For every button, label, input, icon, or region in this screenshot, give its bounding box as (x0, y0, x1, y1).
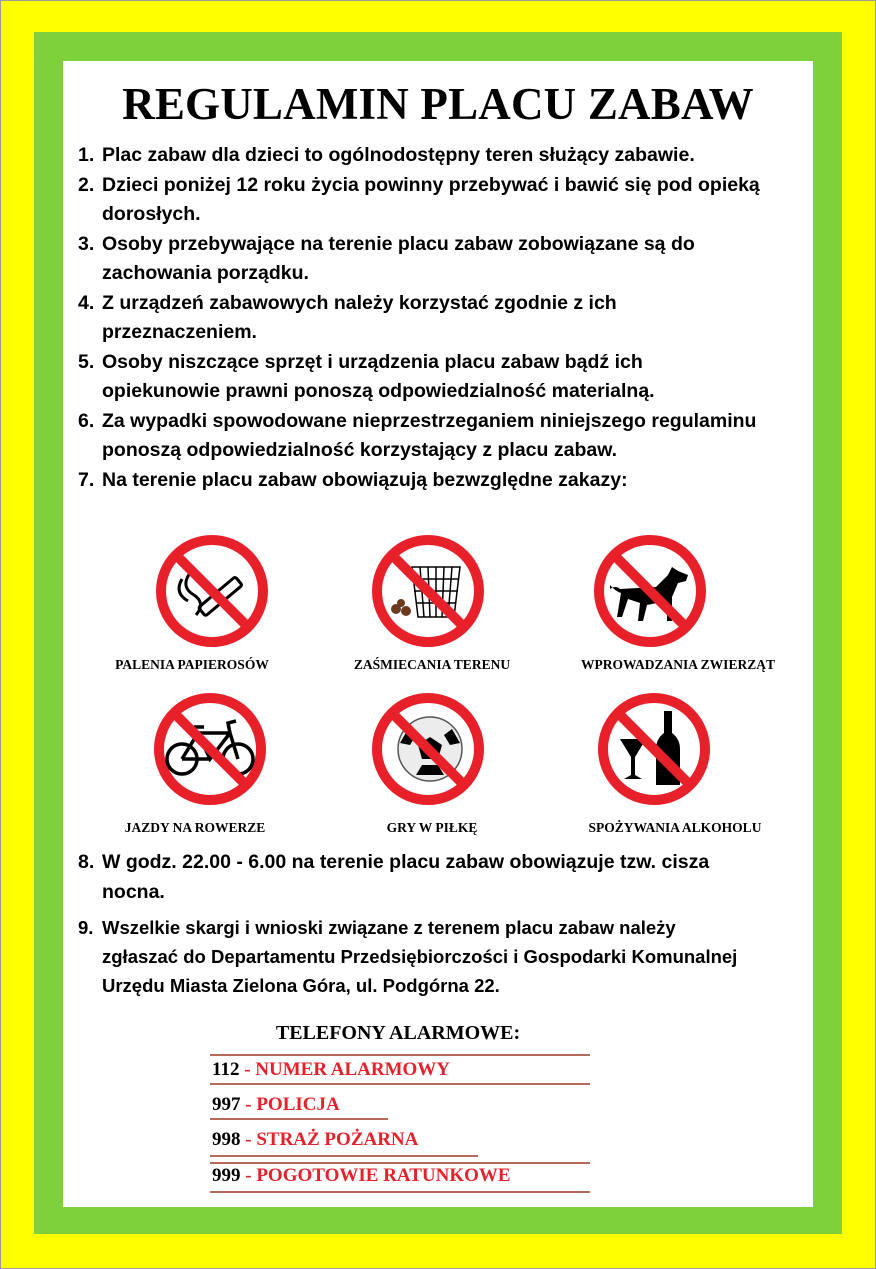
rule-text: Osoby niszczące sprzęt i urządzenia placu zabaw bądź ich opiekunowie prawni ponoszą odpowiedzialność materialną. (102, 350, 655, 402)
phone-row (212, 1059, 450, 1081)
rule-text: Plac zabaw dla dzieci to ogólnodostępny teren służący zabawie. (102, 144, 695, 166)
prohibition-label: JAZDY NA ROWERZE (124, 820, 266, 835)
rule-text: Za wypadki spowodowane nieprzestrzeganiem niniejszego regulaminu ponoszą odpowiedzialność korzystający z placu zabaw. (102, 409, 757, 461)
phone-divider (210, 1191, 590, 1193)
phone-label: - NUMER ALARMOWY (244, 1059, 451, 1080)
phone-divider (210, 1155, 478, 1157)
rule-item (78, 407, 842, 466)
rule-item (78, 348, 842, 407)
rule-number: 5. (78, 350, 95, 373)
rule-text: Wszelkie skargi i wnioski związane z terenem placu zabaw należy (102, 917, 676, 938)
prohibition-label: SPOŻYWANIA ALKOHOLU (588, 820, 762, 835)
rules-list (78, 141, 842, 495)
rule-text: zgłaszać do Departamentu Przedsiębiorczości i Gospodarki Komunalnej (102, 946, 738, 967)
rule-text: Z urządzeń zabawowych należy korzystać zgodnie z ich przeznaczeniem. (102, 291, 617, 343)
rule-item (78, 466, 842, 496)
no-bicycles-icon (150, 689, 270, 809)
rule-text: Dzieci poniżej 12 roku życia powinny przebywać i bawić się pod opieką dorosłych. (102, 173, 760, 225)
rule-item (78, 171, 842, 230)
phone-label: - POLICJA (245, 1094, 340, 1115)
phone-divider (210, 1162, 590, 1164)
page-title: REGULAMIN PLACU ZABAW (122, 79, 754, 129)
rule-number: 1. (78, 144, 95, 166)
rule-number: 2. (78, 173, 95, 196)
phone-number: 997 (212, 1094, 241, 1115)
rule-number: 7. (78, 468, 95, 491)
rule-text: Na terenie placu zabaw obowiązują bezwzględne zakazy: (102, 468, 628, 491)
rule-text: W godz. 22.00 - 6.00 na terenie placu zabaw obowiązuje tzw. cisza nocna. (102, 851, 710, 903)
rule-item (78, 289, 842, 348)
prohibition-label: ZAŚMIECANIA TERENU (353, 657, 511, 672)
phone-label: - STRAŻ POŻARNA (245, 1129, 419, 1150)
prohibition-label: WPROWADZANIA ZWIERZĄT (581, 657, 775, 672)
rule-number: 9. (78, 917, 94, 938)
no-smoking-icon (152, 531, 272, 651)
rule-8 (78, 848, 742, 907)
no-alcohol-icon (594, 689, 714, 809)
prohibition-label: GRY W PIŁKĘ (386, 820, 478, 835)
rule-number: 3. (78, 232, 95, 255)
phones-title: TELEFONY ALARMOWE: (275, 1022, 521, 1044)
rule-text: Urzędu Miasta Zielona Góra, ul. Podgórna 22. (102, 975, 500, 996)
phone-number: 998 (212, 1129, 241, 1150)
rule-number: 4. (78, 291, 95, 314)
rule-number: 8. (78, 851, 95, 873)
phone-row (212, 1094, 340, 1116)
rule-item (78, 230, 842, 289)
phone-divider (210, 1083, 590, 1085)
phone-divider (210, 1118, 388, 1120)
phone-label: - POGOTOWIE RATUNKOWE (245, 1165, 511, 1186)
rule-9 (78, 913, 737, 1000)
phone-number: 999 (212, 1165, 241, 1186)
phone-row (212, 1129, 418, 1151)
no-littering-icon (368, 531, 488, 651)
prohibition-label: PALENIA PAPIEROSÓW (115, 657, 269, 672)
no-animals-icon (590, 531, 710, 651)
phone-row (212, 1165, 511, 1187)
rule-item (78, 141, 842, 171)
phone-divider (210, 1054, 590, 1056)
phone-number: 112 (212, 1059, 240, 1080)
rule-text: Osoby przebywające na terenie placu zabaw zobowiązane są do zachowania porządku. (102, 232, 695, 284)
no-ball-games-icon (368, 689, 488, 809)
rule-number: 6. (78, 409, 95, 432)
